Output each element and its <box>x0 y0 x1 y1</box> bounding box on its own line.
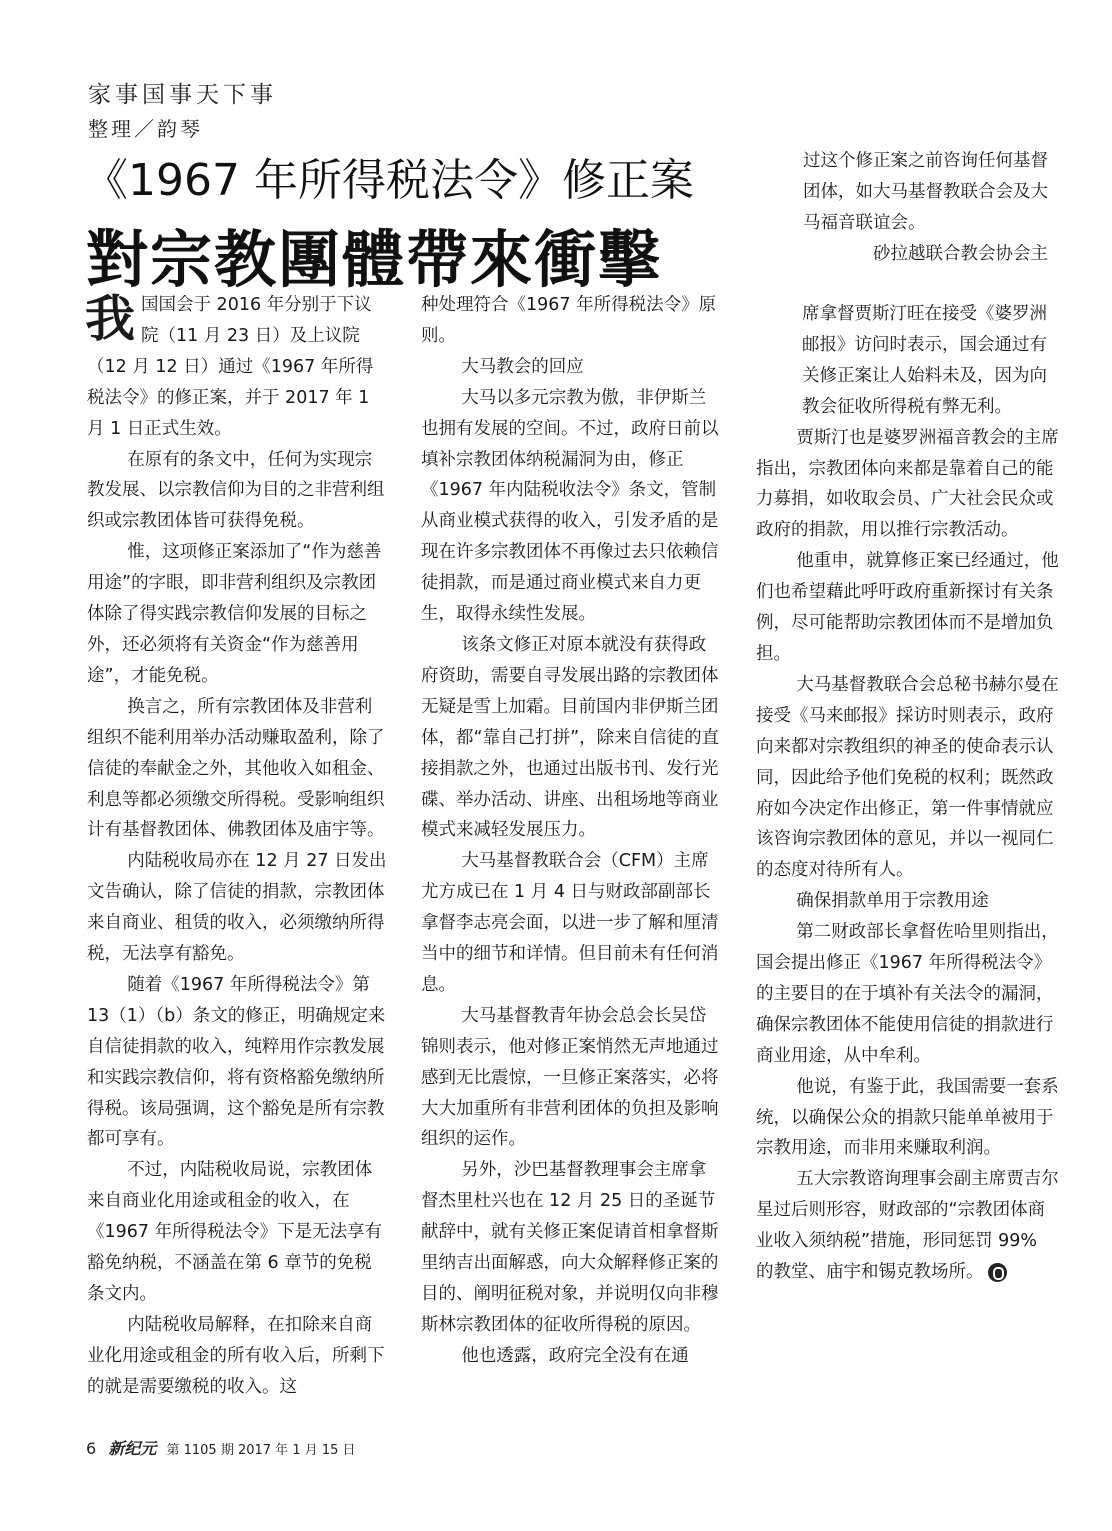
article-column-3 <box>756 299 1059 1288</box>
paragraph: 第二财政部长拿督佐哈里则指出，国会提出修正《1967 年所得税法令》的主要目的在于填补有关法令的漏洞，确保宗教团体不能使用信徒的捐款进行商业用途，从中牟利。 <box>756 922 1059 1066</box>
paragraph: 惟，这项修正案添加了“作为慈善用途”的字眼，即非营利组织及宗教团体除了得实践宗教信仰发展的目标之外，还必须将有关资金“作为慈善用途”，才能免税。 <box>87 542 382 686</box>
paragraph: 我国国会于 2016 年分别于下议院（11 月 23 日）及上议院（12 月 12 日）通过《1967 年所得税法令》的修正案，并于 2017 年 1 月 1 日正式生效。 <box>85 289 374 439</box>
page-footer <box>86 1436 356 1459</box>
article-column-1 <box>87 290 389 1403</box>
page-number: 6 <box>86 1439 97 1458</box>
article-column-2 <box>421 290 723 1372</box>
paragraph: 五大宗教谘询理事会副主席贾吉尔星过后则形容，财政部的“宗教团体商业收入须纳税”措施，形同惩罚 99% 的教堂、庙宇和锡克教场所。 <box>756 1169 1059 1283</box>
subheading: 大马教会的回应 <box>461 356 584 377</box>
headline-line1: 《1967 年所得税法令》修正案 <box>84 155 694 206</box>
paragraph: 另外，沙巴基督教理事会主席拿督杰里杜兴也在 12 月 25 日的圣诞节献辞中，就有关修正案促请首相拿督斯里纳吉出面解惑，向大众解释修正案的目的、阐明征税对象，并说明仅向非穆斯林宗教团体的征收所得税的原因。 <box>421 1160 719 1335</box>
paragraph: 在原有的条文中，任何为实现宗教发展、以宗教信仰为目的之非营利组织或宗教团体皆可获得免税。 <box>87 449 385 532</box>
paragraph: 大马基督教联合会（CFM）主席尤方成已在 1 月 4 日与财政部副部长拿督李志亮会面，以进一步了解和厘清当中的细节和详情。但目前未有任何消息。 <box>421 851 719 995</box>
paragraph: 种处理符合《1967 年所得税法令》原则。 <box>421 295 717 346</box>
paragraph: 砂拉越联合教会协会主 <box>873 243 1048 264</box>
paragraph: 内陆税收局亦在 12 月 27 日发出文告确认，除了信徒的捐款，宗教团体来自商业、租赁的收入，必须缴纳所得税，无法享有豁免。 <box>87 851 387 965</box>
paragraph: 过这个修正案之前咨询任何基督团体，如大马基督教联合会及大马福音联谊会。 <box>803 151 1048 233</box>
article-column-3-top <box>803 146 1065 270</box>
paragraph: 他说，有鉴于此，我国需要一套系统，以确保公众的捐款只能单单被用于宗教用途，而非用来赚取利润。 <box>756 1076 1059 1159</box>
paragraph: 大马以多元宗教为傲，非伊斯兰也拥有发展的空间。不过，政府日前以填补宗教团体纳税漏洞为由，修正《1967 年内陆税收法令》条文，管制从商业模式获得的收入，引发矛盾的是现在许多宗教团体不再像过去只依赖信徒捐款，而是通过商业模式来自力更生，取得永续性发展。 <box>421 387 719 625</box>
paragraph: 他也透露，政府完全没有在通 <box>461 1345 689 1366</box>
subheading: 确保捐款单用于宗教用途 <box>796 891 989 912</box>
masthead-logo: 新纪元 <box>108 1439 157 1458</box>
end-mark-icon <box>988 1263 1007 1282</box>
byline: 整理／韵琴 <box>88 117 203 141</box>
issue-info: 第 1105 期 2017 年 1 月 15 日 <box>166 1443 356 1458</box>
paragraph: 不过，内陆税收局说，宗教团体来自商业化用途或租金的收入，在《1967 年所得税法令》下是无法享有豁免纳税，不涵盖在第 6 章节的免税条文内。 <box>87 1160 383 1304</box>
paragraph: 该条文修正对原本就没有获得政府资助，需要自寻发展出路的宗教团体无疑是雪上加霜。目前国内非伊斯兰团体，都“靠自己打拼”，除来自信徒的直接捐款之外，也通过出版书刊、发行光碟、举办活动、讲座、出租场地等商业模式来减轻发展压力。 <box>421 634 720 841</box>
paragraph: 内陆税收局解释，在扣除来自商业化用途或租金的所有收入后，所剩下的就是需要缴税的收入。这 <box>87 1314 385 1397</box>
paragraph: 贾斯汀也是婆罗洲福音教会的主席指出，宗教团体向来都是靠着自己的能力募捐，如收取会员、广大社会民众或政府的捐款，用以推行宗教活动。 <box>756 427 1059 541</box>
paragraph: 大马基督教青年协会总会长吴岱锦则表示，他对修正案悄然无声地通过感到无比震惊，一旦修正案落实，必将大大加重所有非营利团体的负担及影响组织的运作。 <box>421 1005 719 1150</box>
headline-line2: 對宗教團體帶來衝擊 <box>86 223 663 296</box>
paragraph: 他重申，就算修正案已经通过，他们也希望藉此呼吁政府重新探讨有关条例，尽可能帮助宗教团体而不是增加负担。 <box>756 551 1059 664</box>
drop-cap: 我 <box>85 289 135 348</box>
paragraph: 席拿督贾斯汀旺在接受《婆罗洲邮报》访问时表示，国会通过有关修正案让人始料未及，因为向教会征收所得税有弊无利。 <box>802 304 1047 417</box>
paragraph: 随着《1967 年所得税法令》第 13（1）（b）条文的修正，明确规定来自信徒捐款的收入，纯粹用作宗教发展和实践宗教信仰，将有资格豁免缴纳所得税。该局强调，这个豁免是所有宗教都可享有。 <box>87 974 386 1150</box>
paragraph: 换言之，所有宗教团体及非营利组织不能利用举办活动赚取盈利，除了信徒的奉献金之外，其他收入如租金、利息等都必须缴交所得税。受影响组织计有基督教团体、佛教团体及庙宇等。 <box>87 696 385 841</box>
section-kicker: 家事国事天下事 <box>88 82 277 108</box>
paragraph: 大马基督教联合会总秘书赫尔曼在接受《马来邮报》採访时则表示，政府向来都对宗教组织的神圣的使命表示认同，因此给予他们免税的权利；既然政府如今决定作出修正，第一件事情就应该咨询宗教团体的意见，并以一视同仁的态度对待所有人。 <box>756 674 1059 881</box>
